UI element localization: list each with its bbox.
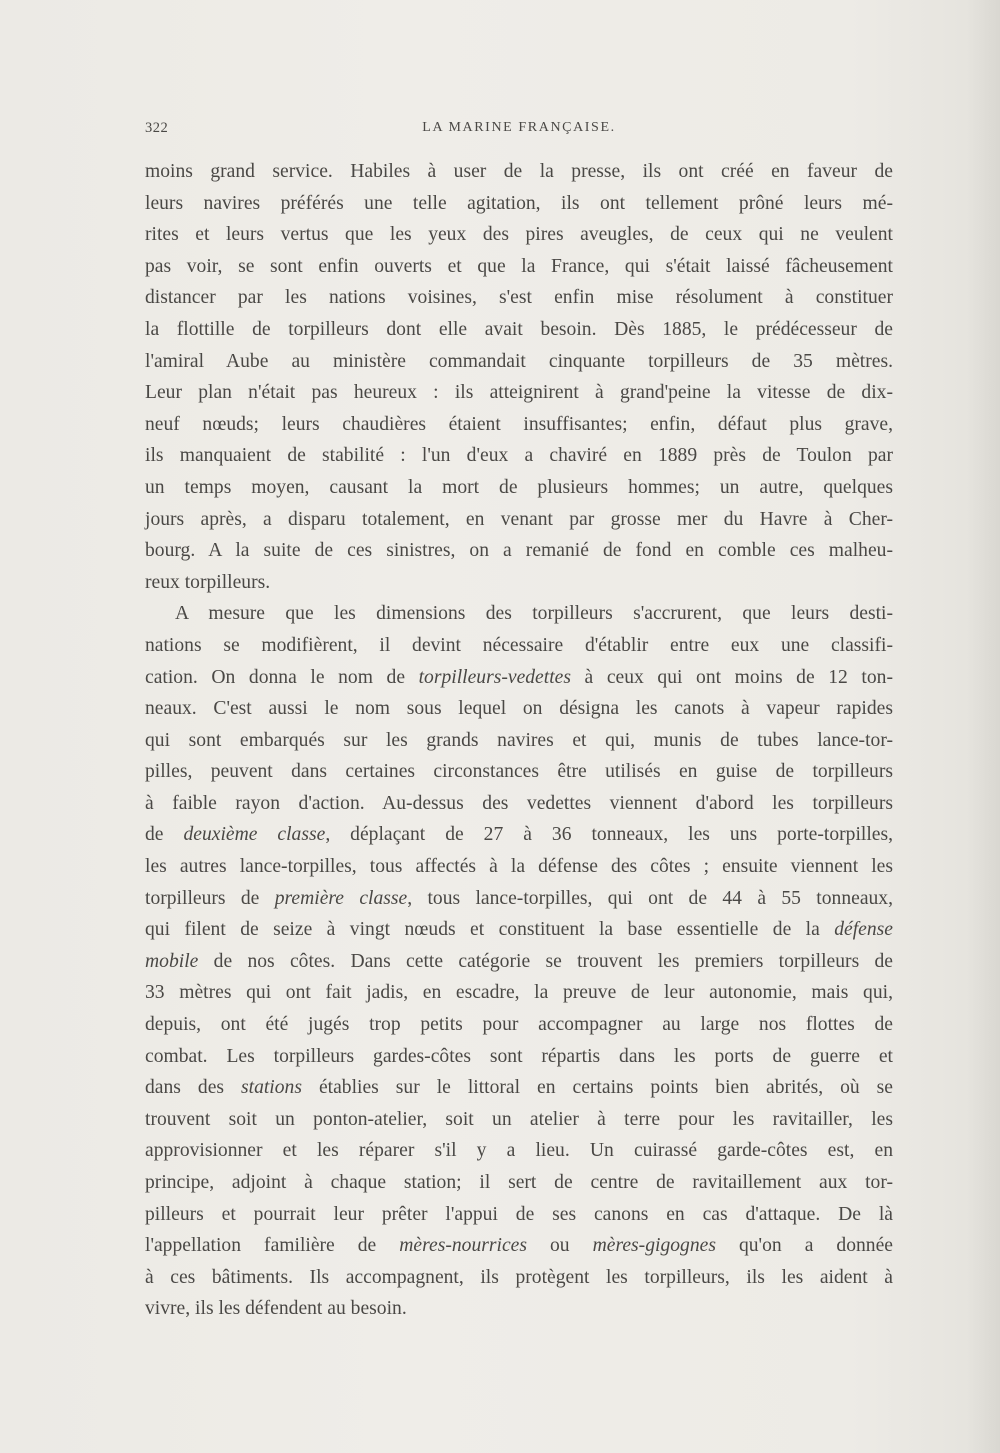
running-title: LA MARINE FRANÇAISE. [422, 120, 616, 135]
text-line: trouvent soit un ponton-atelier, soit un atelier à terre pour les ravitailler, les [145, 1108, 893, 1130]
italic-term: torpilleurs-vedettes [418, 666, 571, 688]
text-line: qui sont embarqués sur les grands navires et qui, munis de tubes lance-tor- [145, 729, 893, 751]
text-line: A mesure que les dimensions des torpilleurs s'accrurent, que leurs desti- [175, 603, 893, 625]
text-line: jours après, a disparu totalement, en venant par grosse mer du Havre à Cher- [145, 508, 893, 530]
text-line: moins grand service. Habiles à user de la presse, ils ont créé en faveur de [145, 161, 893, 182]
text-line: approvisionner et les réparer s'il y a lieu. Un cuirassé garde-côtes est, en [145, 1140, 893, 1162]
text-line: de deuxième classe, déplaçant de 27 à 36 tonneaux, les uns porte-torpilles, [145, 824, 893, 846]
text-line: à faible rayon d'action. Au-dessus des vedettes viennent d'abord les torpilleurs [145, 792, 893, 814]
text-line: combat. Les torpilleurs gardes-côtes sont répartis dans les ports de guerre et [145, 1045, 893, 1067]
text-line: les autres lance-torpilles, tous affectés à la défense des côtes ; ensuite viennent les [145, 856, 893, 878]
text-line: neuf nœuds; leurs chaudières étaient insuffisantes; enfin, défaut plus grave, [145, 413, 893, 435]
text-line: leurs navires préférés une telle agitation, ils ont tellement prôné leurs mé- [145, 192, 893, 214]
text-line: pilles, peuvent dans certaines circonstances être utilisés en guise de torpilleurs [145, 761, 893, 783]
text-line: 33 mètres qui ont fait jadis, en escadre, la preuve de leur autonomie, mais qui, [145, 982, 893, 1004]
text-line: pilleurs et pourrait leur prêter l'appui de ses canons en cas d'attaque. De là [145, 1203, 893, 1225]
text-line: rites et leurs vertus que les yeux des pires aveugles, de ceux qui ne veulent [145, 224, 893, 246]
text-line: ils manquaient de stabilité : l'un d'eux a chaviré en 1889 près de Toulon par [145, 445, 893, 467]
page-edge-shadow [966, 0, 1000, 1453]
italic-term: mobile [145, 950, 199, 972]
text-line: cation. On donna le nom de torpilleurs-vedettes à ceux qui ont moins de 12 ton- [145, 666, 893, 688]
text-line: torpilleurs de première classe, tous lance-torpilles, qui ont de 44 à 55 tonneaux, [145, 887, 894, 909]
italic-term: mères-gigognes [592, 1235, 716, 1257]
italic-term: deuxième classe [183, 824, 326, 846]
page-header [145, 120, 893, 140]
body-text [145, 156, 893, 1325]
text-line: dans des stations établies sur le littoral en certains points bien abrités, où se [145, 1077, 893, 1099]
text-line: l'appellation familière de mères-nourrices ou mères-gigognes qu'on a donnée [145, 1235, 893, 1257]
text-line: bourg. A la suite de ces sinistres, on a remanié de fond en comble ces malheu- [145, 540, 893, 562]
italic-term: première classe [274, 887, 408, 909]
text-line: reux torpilleurs. [145, 571, 271, 593]
italic-term: mères-nourrices [399, 1235, 527, 1257]
italic-term: défense [834, 919, 893, 941]
text-line: nations se modifièrent, il devint nécessaire d'établir entre eux une classifi- [145, 634, 893, 656]
text-line: vivre, ils les défendent au besoin. [145, 1298, 407, 1320]
page-number: 322 [145, 120, 169, 136]
text-line: pas voir, se sont enfin ouverts et que la France, qui s'était laissé fâcheusement [145, 255, 893, 277]
text-line: à ces bâtiments. Ils accompagnent, ils protègent les torpilleurs, ils les aident à [145, 1266, 893, 1288]
text-line: mobile de nos côtes. Dans cette catégorie se trouvent les premiers torpilleurs de [145, 950, 893, 972]
text-line: l'amiral Aube au ministère commandait cinquante torpilleurs de 35 mètres. [145, 350, 893, 372]
text-line: Leur plan n'était pas heureux : ils atteignirent à grand'peine la vitesse de dix- [145, 382, 893, 404]
italic-term: stations [241, 1077, 302, 1099]
text-line: la flottille de torpilleurs dont elle avait besoin. Dès 1885, le prédécesseur de [145, 318, 893, 340]
text-line: principe, adjoint à chaque station; il sert de centre de ravitaillement aux tor- [145, 1172, 893, 1193]
text-line: un temps moyen, causant la mort de plusieurs hommes; un autre, quelques [145, 476, 893, 498]
text-line: qui filent de seize à vingt nœuds et constituent la base essentielle de la défense [145, 919, 893, 941]
text-line: distancer par les nations voisines, s'est enfin mise résolument à constituer [145, 287, 893, 309]
text-line: depuis, ont été jugés trop petits pour accompagner au large nos flottes de [145, 1014, 893, 1036]
text-line: neaux. C'est aussi le nom sous lequel on désigna les canots à vapeur rapides [145, 698, 893, 720]
